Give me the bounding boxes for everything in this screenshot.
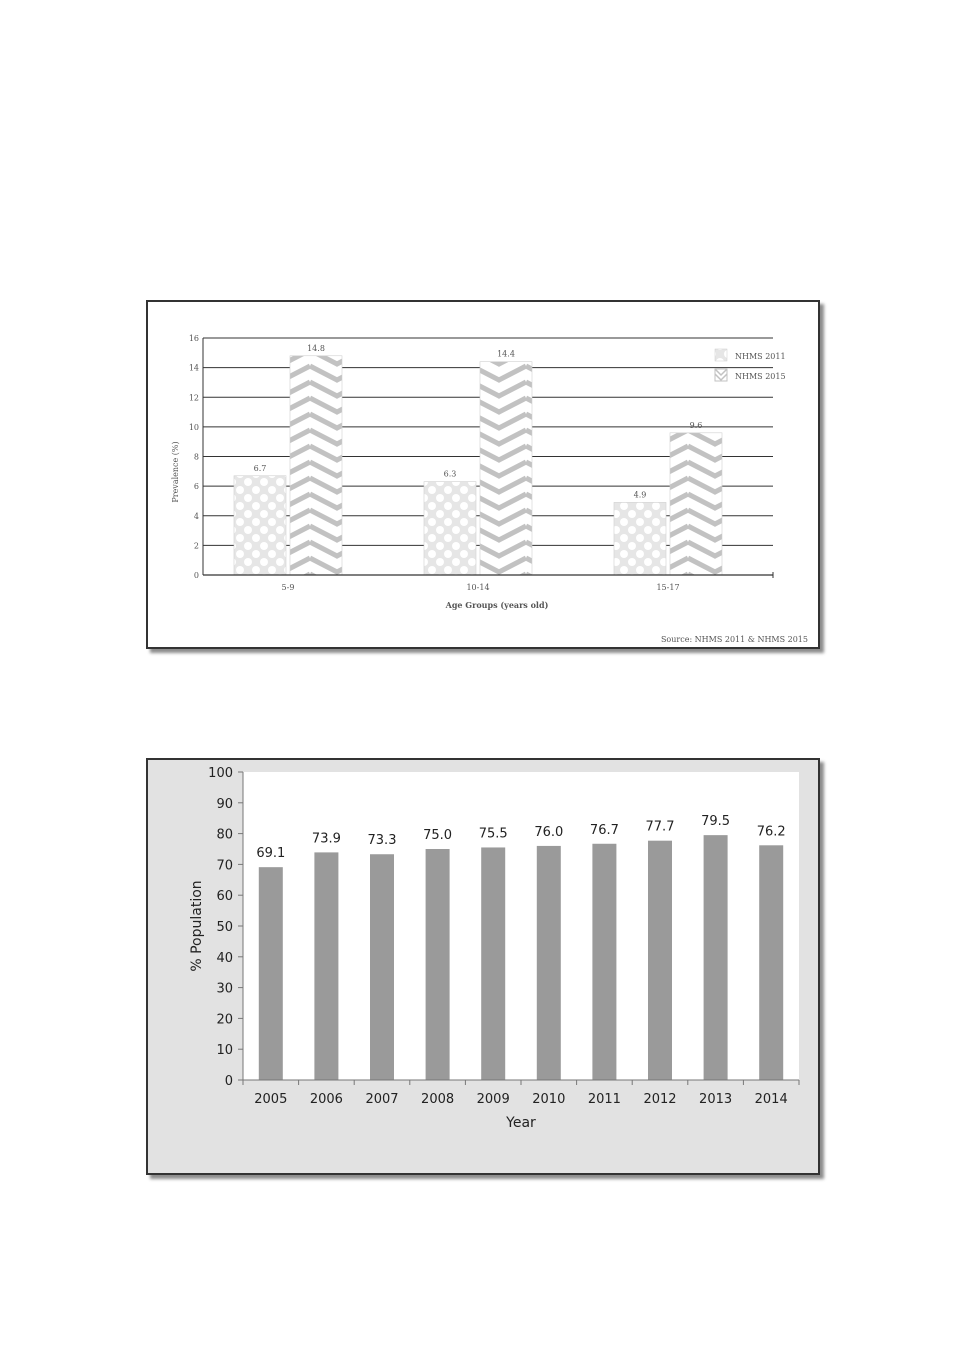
x-axis-label: Year (506, 1115, 536, 1131)
y-tick-label: 100 (208, 766, 233, 781)
bar (537, 846, 561, 1080)
x-tick-label: 2011 (587, 1092, 621, 1107)
y-tick-label: 4 (193, 511, 199, 521)
y-tick-label: 10 (216, 1043, 233, 1059)
y-axis-label: % Population (189, 880, 205, 972)
data-label: 76.7 (589, 822, 619, 838)
y-tick-label: 14 (188, 363, 199, 373)
x-tick-label: 2005 (254, 1092, 288, 1107)
x-tick-label: 2012 (643, 1092, 677, 1107)
bar (648, 841, 672, 1080)
legend (715, 349, 786, 381)
prevalence-chart (148, 302, 818, 647)
data-label: 69.1 (256, 846, 286, 862)
x-tick-label: 2013 (699, 1092, 733, 1107)
y-tick-label: 0 (224, 1074, 233, 1089)
data-label: 76.2 (756, 824, 786, 840)
data-label: 6.7 (253, 463, 267, 473)
y-tick-label: 60 (216, 889, 233, 905)
x-tick-label: 2006 (309, 1092, 343, 1107)
y-tick-label: 12 (188, 393, 199, 403)
y-tick-label: 90 (216, 796, 233, 812)
population-chart (148, 760, 818, 1173)
x-tick-label: 2010 (532, 1092, 566, 1107)
x-tick-label: 10-14 (466, 583, 490, 592)
legend-label-2015: NHMS 2015 (735, 372, 786, 381)
prevalence-chart-panel (146, 300, 820, 649)
bar (314, 852, 338, 1080)
y-tick-label: 6 (193, 482, 199, 492)
legend-label-2011: NHMS 2011 (735, 352, 786, 361)
population-chart-panel (146, 758, 820, 1175)
bar (259, 867, 283, 1080)
bar (370, 854, 394, 1080)
y-tick-label: 16 (188, 334, 199, 343)
data-label: 14.4 (497, 349, 515, 359)
x-tick-label: 2007 (365, 1092, 399, 1107)
data-label: 75.5 (478, 826, 508, 842)
y-tick-label: 2 (193, 541, 199, 551)
x-tick-label: 5-9 (281, 583, 295, 592)
bar (759, 845, 783, 1080)
y-tick-label: 8 (193, 452, 199, 462)
y-tick-label: 50 (216, 920, 233, 935)
legend-swatch-2011 (715, 349, 727, 361)
bar-2011 (234, 476, 286, 575)
data-label: 77.7 (645, 819, 675, 835)
y-tick-label: 10 (188, 422, 199, 432)
bar (592, 844, 616, 1080)
data-label: 6.3 (443, 469, 457, 479)
data-label: 4.9 (633, 490, 647, 500)
x-tick-label: 2008 (421, 1092, 455, 1107)
bar-2015 (290, 356, 342, 575)
y-tick-label: 30 (216, 981, 233, 997)
data-label: 9.6 (689, 420, 703, 430)
source-note: Source: NHMS 2011 & NHMS 2015 (660, 635, 808, 644)
y-tick-label: 20 (216, 1012, 233, 1028)
y-tick-label: 70 (216, 858, 233, 874)
bar (704, 835, 728, 1080)
bar-2015 (480, 362, 532, 575)
y-axis-label: Prevalence (%) (171, 441, 180, 503)
data-label: 14.8 (307, 343, 325, 353)
x-axis-label: Age Groups (years old) (445, 600, 549, 610)
y-tick-label: 80 (216, 827, 233, 843)
x-tick-label: 2009 (476, 1092, 510, 1107)
bar (426, 849, 450, 1080)
data-label: 79.5 (701, 814, 731, 830)
data-label: 73.9 (311, 831, 341, 847)
bar-2011 (424, 482, 476, 575)
y-tick-label: 40 (216, 950, 233, 966)
data-label: 76.0 (534, 824, 564, 840)
y-tick-label: 0 (193, 571, 199, 580)
bar (481, 847, 505, 1080)
x-tick-label: 15-17 (656, 583, 680, 592)
data-label: 73.3 (367, 833, 397, 849)
bar-2015 (670, 433, 722, 575)
data-label: 75.0 (423, 828, 453, 843)
x-tick-label: 2014 (754, 1092, 788, 1107)
bar-2011 (614, 502, 666, 575)
